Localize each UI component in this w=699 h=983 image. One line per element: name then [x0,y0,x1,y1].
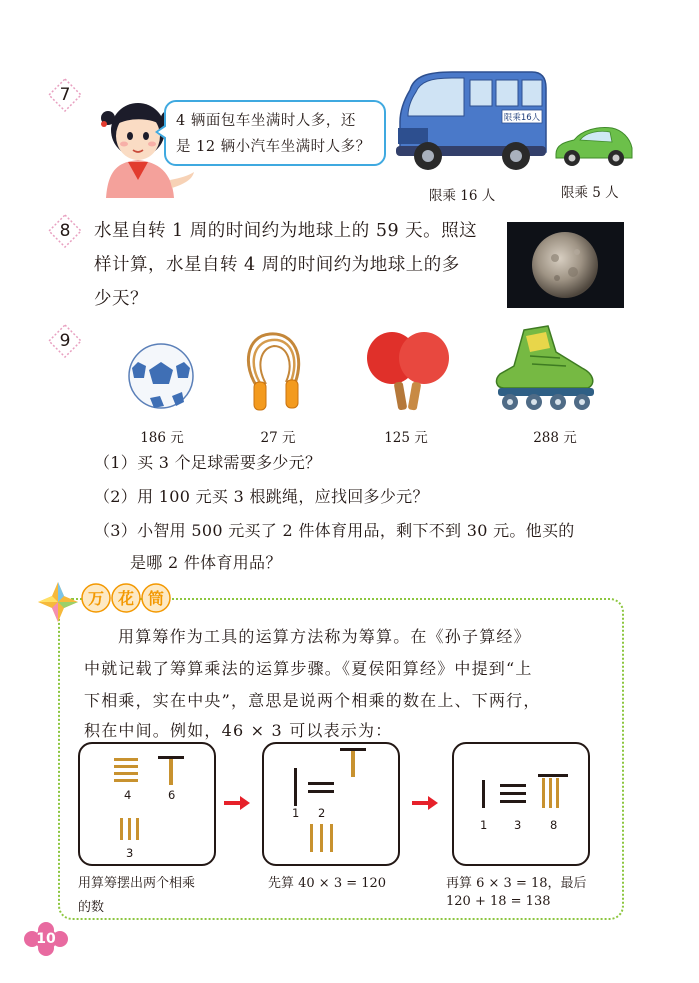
rods-46-and-3 [80,744,214,864]
rods-result-138 [454,744,588,864]
ping-pong-paddles-illustration [362,330,454,414]
paddles-price: 125 元 [384,430,428,446]
digit-1: 1 [292,806,300,820]
digit-4: 4 [124,788,132,802]
soccer-ball-price: 186 元 [140,430,184,446]
jump-rope-illustration [236,326,316,414]
question-9-sub-2: （2）用 100 元买 3 根跳绳，应找回多少元？ [94,487,429,506]
inline-skate-illustration [490,322,602,412]
mercury-image [507,222,624,308]
inline-skate-price: 288 元 [533,430,577,446]
digit-3: 3 [126,846,134,860]
rods-step-1 [264,744,398,864]
van-capacity-caption: 限乘 16 人 [429,188,496,204]
panel-3-caption-line-1: 再算 6 × 3 = 18，最后 [446,876,587,891]
question-9-sub-3: （3）小智用 500 元买了 2 件体育用品，剩下不到 30 元。他买的 [94,521,575,540]
question-8-line-3: 少天？ [94,289,148,309]
digit-3: 3 [514,818,522,832]
digit-6: 6 [168,788,176,802]
panel-2-caption: 先算 40 × 3 = 120 [268,876,387,891]
digit-2: 2 [318,806,326,820]
page-number: 10 [36,931,56,947]
digit-8: 8 [550,818,558,832]
question-8-number: 8 [48,214,82,248]
van-sign: 限乘16人 [503,113,541,123]
arrow-right-icon [412,796,438,810]
arrow-right-icon [224,796,250,810]
wanhuatong-title [80,582,172,614]
panel-1-caption-line-2: 的数 [78,900,105,915]
counting-rods-panel-2 [262,742,400,866]
question-7-number: 7 [48,78,82,112]
hua-line-1: 用算筹作为工具的运算方法称为筹算。在《孙子算经》 [118,627,531,646]
question-9-sub-1: （1）买 3 个足球需要多少元？ [94,453,322,472]
question-9-number: 9 [48,324,82,358]
question-9-sub-3-cont: 是哪 2 件体育用品？ [130,553,282,572]
title-char-2: 花 [117,589,135,608]
car-illustration [552,120,636,170]
speech-bubble [164,100,386,166]
hua-line-3: 下相乘，实在中央”，意思是说两个相乘的数在上、下两行， [84,691,541,710]
hua-line-4: 积在中间。例如，46 × 3 可以表示为： [84,721,393,740]
counting-rods-panel-1 [78,742,216,866]
hua-line-2: 中就记载了筹算乘法的运算步骤。《夏侯阳算经》中提到“上 [84,659,533,678]
speech-line-1: 4 辆面包车坐满时人多，还 [176,113,356,129]
soccer-ball-illustration [126,340,196,412]
kaleidoscope-star-icon [36,580,80,624]
counting-rods-panel-3 [452,742,590,866]
title-char-1: 万 [87,589,105,608]
question-8-text [94,214,477,316]
question-8-line-1: 水星自转 1 周的时间约为地球上的 59 天。照这 [94,221,478,241]
jump-rope-price: 27 元 [260,430,296,446]
page-number-badge [22,922,70,956]
panel-3-caption-line-2: 120 + 18 = 138 [446,894,551,909]
panel-1-caption-line-1: 用算筹摆出两个相乘 [78,876,196,891]
question-8-line-2: 样计算，水星自转 4 周的时间约为地球上的多 [94,255,460,275]
digit-1: 1 [480,818,488,832]
speech-line-2: 是 12 辆小汽车坐满时人多？ [176,139,371,155]
title-char-3: 筒 [147,589,165,608]
car-capacity-caption: 限乘 5 人 [561,185,619,201]
minibus-illustration [392,66,550,180]
